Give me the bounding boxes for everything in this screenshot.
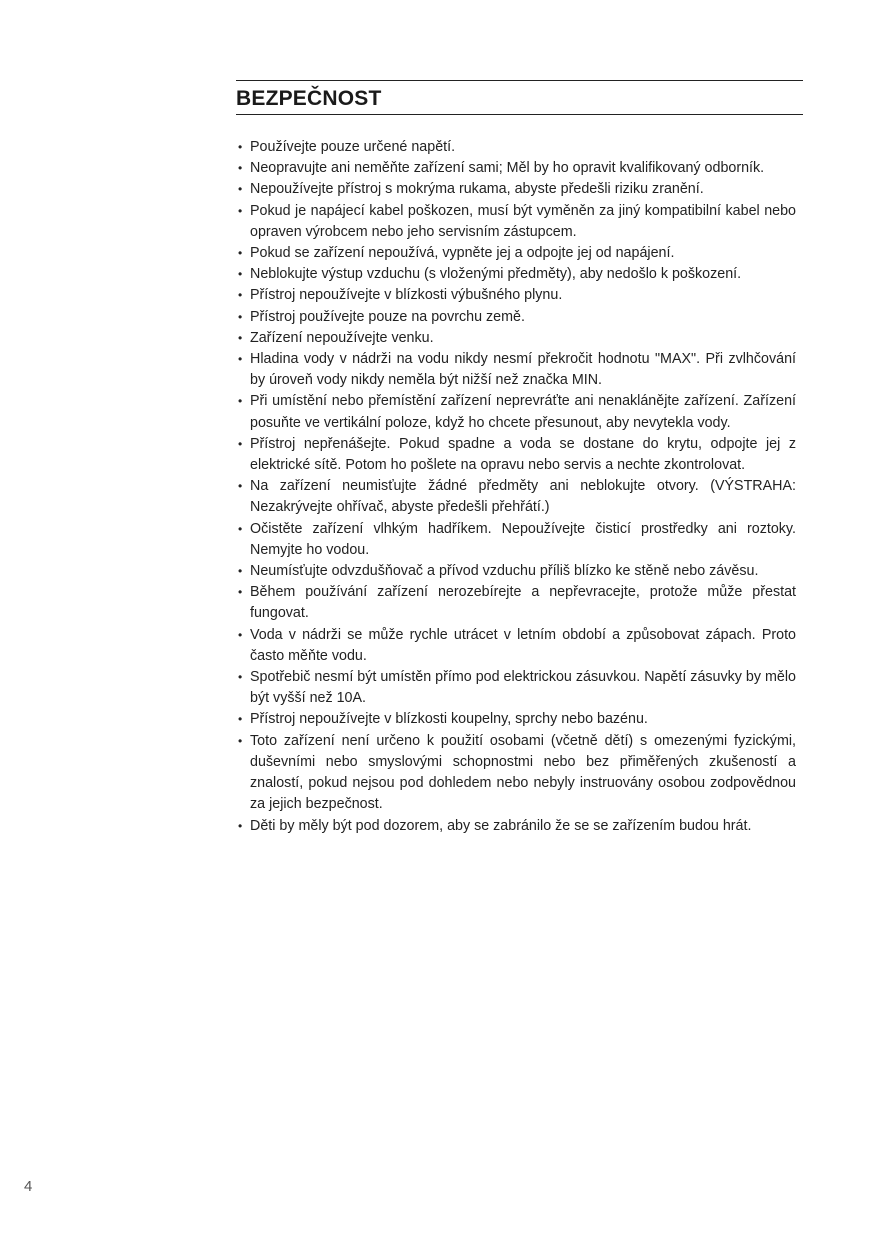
bullet-text: Přístroj nepřenášejte. Pokud spadne a voda se dostane do krytu, odpojte jej z elektrické sítě. Potom ho pošlete na opravu nebo servis a nechte zkontrolovat. [250,435,796,474]
safety-bullet-item [236,476,796,518]
safety-bullet-item [236,391,796,433]
bullet-dot-icon: • [238,394,243,409]
bullet-text: Neblokujte výstup vzduchu (s vloženými předměty), aby nedošlo k poškození. [250,266,742,283]
safety-bullet-item [236,582,796,624]
bullet-text: Nepoužívejte přístroj s mokrýma rukama, abyste předešli riziku zranění. [250,181,704,198]
safety-bullet-item [236,667,796,709]
safety-bullet-item [236,137,796,158]
safety-bullet-item [236,709,796,730]
bullet-dot-icon: • [238,246,243,261]
safety-bullet-item [236,243,796,264]
safety-bullet-item [236,201,796,243]
bullet-text: Děti by měly být pod dozorem, aby se zabránilo že se se zařízením budou hrát. [250,817,752,834]
bullet-dot-icon: • [238,161,243,176]
bullet-dot-icon: • [238,203,243,218]
bullet-dot-icon: • [238,712,243,727]
bullet-text: Pokud je napájecí kabel poškozen, musí být vyměněn za jiný kompatibilní kabel nebo opraven výrobcem nebo jeho servisním zástupcem. [250,202,796,240]
bullet-text: Zařízení nepoužívejte venku. [250,329,434,346]
page-number: 4 [24,1178,33,1195]
safety-bullet-item [236,519,796,561]
safety-bullet-item [236,285,796,306]
safety-bullet-item [236,816,796,837]
bullet-text: Na zařízení neumisťujte žádné předměty ani neblokujte otvory. (VÝSTRAHA: Nezakrývejte ohřívač, abyste předešli přehřátí.) [250,478,796,516]
bullet-dot-icon: • [238,670,243,685]
safety-bullet-item [236,158,796,179]
bullet-dot-icon: • [238,288,243,303]
safety-section [236,80,803,837]
bullet-dot-icon: • [238,140,243,154]
bullet-text: Očistěte zařízení vlhkým hadříkem. Nepoužívejte čisticí prostředky ani roztoky. Nemyjte ho vodou. [250,520,796,558]
bullet-dot-icon: • [238,564,243,579]
safety-bullet-item [236,625,796,667]
bullet-text: Během používání zařízení nerozebírejte a nepřevracejte, protože může přestat fungovat. [250,584,796,622]
heading-rule-box [236,80,803,115]
bullet-text: Neumísťujte odvzdušňovač a přívod vzduchu příliš blízko ke stěně nebo závěsu. [250,563,759,580]
safety-bullet-item [236,179,796,200]
bullet-dot-icon: • [238,330,243,345]
bullet-text: Voda v nádrži se může rychle utrácet v letním období a způsobovat zápach. Proto často měňte vodu. [250,626,796,664]
bullet-text: Přístroj používejte pouze na povrchu země. [250,308,525,325]
bullet-text: Toto zařízení není určeno k použití osobami (včetně dětí) s omezenými fyzickými, duševními nebo smyslovými schopnostmi nebo bez přiměřených zkušeností a znalostí, pokud nejsou pod dohledem nebo nebyly instruovány osobou zodpovědnou za jejich bezpečnost. [250,732,796,813]
bullet-dot-icon: • [238,733,243,748]
bullet-text: Přístroj nepoužívejte v blízkosti koupelny, sprchy nebo bazénu. [250,711,648,728]
bullet-text: Přístroj nepoužívejte v blízkosti výbušného plynu. [250,287,563,304]
section-title: BEZPEČNOST [236,87,382,110]
safety-bullet-item [236,264,796,285]
bullet-dot-icon: • [238,818,243,833]
bullet-dot-icon: • [238,267,243,282]
safety-bullet-item [236,328,796,349]
bullet-dot-icon: • [238,436,243,451]
bullet-text: Spotřebič nesmí být umístěn přímo pod elektrickou zásuvkou. Napětí zásuvky by mělo být vyšší než 10A. [250,669,796,707]
bullet-dot-icon: • [238,521,243,536]
safety-bullet-item [236,307,796,328]
bullet-dot-icon: • [238,182,243,197]
safety-bullet-item [236,349,796,391]
bullet-text: Při umístění nebo přemístění zařízení neprevráťte ani nenaklánějte zařízení. Zařízení posuňte ve vertikální poloze, když ho chcete přesunout, aby nevytekla vody. [250,393,796,431]
bullet-dot-icon: • [238,479,243,494]
bullet-dot-icon: • [238,352,243,367]
bullet-text: Používejte pouze určené napětí. [250,139,456,155]
safety-bullet-item [236,434,796,476]
bullet-dot-icon: • [238,627,243,642]
bullet-dot-icon: • [238,585,243,600]
bullet-text: Neopravujte ani neměňte zařízení sami; Měl by ho opravit kvalifikovaný odborník. [250,160,765,177]
bullet-text: Hladina vody v nádrži na vodu nikdy nesmí překročit hodnotu "MAX". Při zvlhčování by úroveň vody nikdy neměla být nižší než značka MIN. [250,351,796,389]
safety-bullet-list [236,137,796,837]
bullet-text: Pokud se zařízení nepoužívá, vypněte jej a odpojte jej od napájení. [250,245,675,262]
bullet-dot-icon: • [238,309,243,324]
safety-bullet-item [236,731,796,816]
safety-bullet-item [236,561,796,582]
